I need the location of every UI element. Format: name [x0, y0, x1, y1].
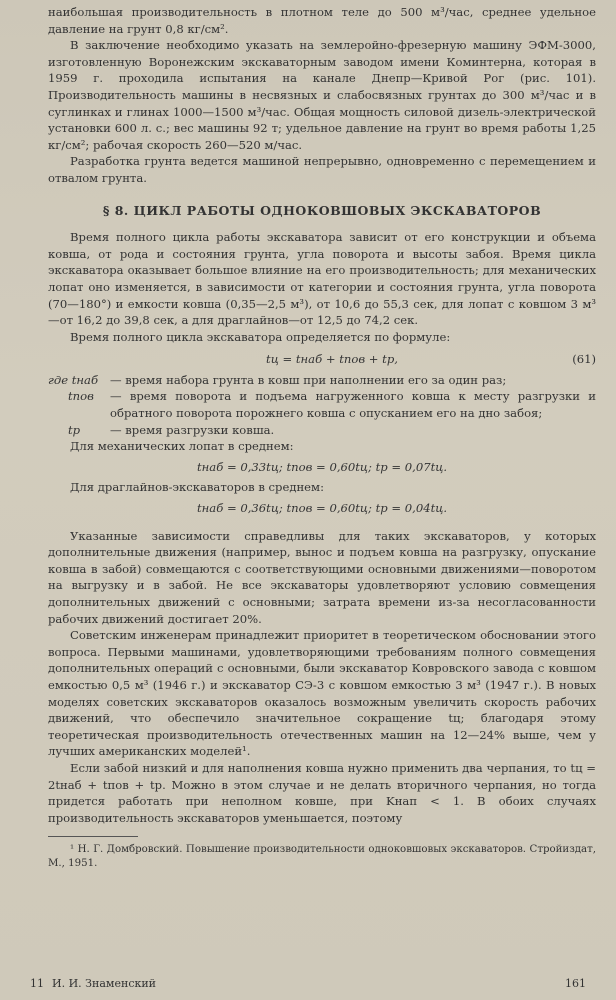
definition-symbol: tпов: [68, 389, 94, 404]
definition-symbol: где tнаб: [48, 372, 99, 387]
definition-item: [48, 372, 596, 389]
mech-shovels-formula: tнаб = 0,33tц; tпов = 0,60tц; tр = 0,07tц.: [196, 459, 448, 474]
mech-shovels-intro: Для механических лопат в среднем:: [70, 439, 294, 454]
paragraph-low-face: Если забой низкий и для наполнения ковша нужно применить два черпания, то tц = 2tнаб + tпов + tр. Можно в этом случае и не делать вторичного черпания, но тогда придется работать при неполном ковше, при Kнап < 1. В обоих случаях производительность экскаваторов уменьшается, поэтому: [48, 760, 596, 825]
footnote: ¹ Н. Г. Домбровский. Повышение производительности одноковшовых экскаваторов. Стройиздат, М., 1951.: [48, 844, 596, 870]
draglines-formula: tнаб = 0,36tц; tпов = 0,60tц; tр = 0,04tц.: [196, 501, 448, 516]
page-body: [48, 4, 596, 871]
formula-intro: Время полного цикла экскаватора определяется по формуле:: [70, 329, 451, 344]
page-number: 161: [565, 977, 586, 990]
symbol-definitions: [48, 372, 596, 438]
page-footer: [30, 977, 586, 990]
definition-item: [48, 388, 596, 421]
draglines-intro: Для драглайнов-экскаваторов в среднем:: [70, 480, 324, 495]
paragraph-cycle-intro: Время полного цикла работы экскаватора зависит от его конструкции и объема ковша, от рода и состояния грунта, угла поворота и высоты забоя. Время цикла экскаватора оказывает большое влияние на его производительность; для механических лопат оно изменяется, в зависимости от категории и состояния грунта, угла поворота (70—180°) и емкости ковша (0,35—2,5 м³), от 10,6 до 55,3 сек, для лопат с ковшом 3 м³—от 16,2 до 39,8 сек, а для драглайнов—от 12,5 до 74,2 сек.: [48, 230, 596, 328]
paragraph-continuous-work: Разработка грунта ведется машиной непрерывно, одновременно с перемещением и отвалом грунта.: [48, 154, 596, 185]
definition-text: — время разгрузки ковша.: [110, 422, 275, 437]
formula-61: [48, 351, 596, 368]
definition-item: [48, 422, 596, 439]
section-title: § 8. ЦИКЛ РАБОТЫ ОДНОКОВШОВЫХ ЭКСКАВАТОРОВ: [102, 202, 542, 218]
paragraph-efm-3000: В заключение необходимо указать на землеройно-фрезерную машину ЭФМ-3000, изготовленную Воронежским экскаваторным заводом имени Коминтерна, которая в 1959 г. проходила испытания на канале Днепр—Кривой Рог (рис. 101). Производительность машины в несвязных и слабосвязных грунтах до 300 м³/час и в суглинках и глинах 1000—1500 м³/час. Общая мощность силовой дизель-электрической установки 600 л. с.; вес машины 92 т; удельное давление на грунт во время работы 1,25 кг/см²; рабочая скорость 260—520 м/час.: [48, 38, 596, 152]
footnote-divider: [48, 836, 138, 837]
definition-text: — время набора грунта в ковш при наполнении его за один раз;: [110, 372, 507, 387]
paragraph-continuation: наибольшая производительность в плотном теле до 500 м³/час, среднее удельное давление на грунт 0,8 кг/см².: [48, 5, 596, 36]
definition-symbol: tр: [68, 422, 81, 437]
paragraph-soviet-priority: Советским инженерам принадлежит приоритет в теоретическом обосновании этого вопроса. Первыми машинами, удовлетворяющими требованиям полного совмещения дополнительных операций с основными, были экскаватор Ковровского завода с ковшом емкостью 0,5 м³ (1946 г.) и экскаватор СЭ-3 с ковшом емкостью 3 м³ (1947 г.). В новых моделях советских экскаваторов оказалось возможным увеличить скорость рабочих движений, что обеспечило значительное сокращение tц; благодаря этому теоретическая производительность отечественных машин на 12—24% выше, чем у лучших американских моделей¹.: [48, 628, 596, 759]
formula-number: (61): [572, 352, 596, 367]
running-author: И. И. Знаменский: [52, 977, 157, 990]
definition-text: — время поворота и подъема нагруженного ковша к месту разгрузки и обратного поворота порожнего ковша с опусканием его на дно забоя;: [110, 389, 596, 421]
formula-main: tц = tнаб + tпов + tр,: [266, 352, 398, 367]
signature-mark: 11: [30, 977, 44, 990]
paragraph-dependencies: Указанные зависимости справедливы для таких экскаваторов, у которых дополнительные движения (например, вынос и подъем ковша на разгрузку, опускание ковша в забой) совмещаются с соответствующими основными движениями—поворотом на выгрузку и в забой. Не все экскаваторы удовлетворяют условию совмещения дополнительных движений с основными; затрата времени из-за несогласованности рабочих движений достигает 20%.: [48, 528, 596, 626]
